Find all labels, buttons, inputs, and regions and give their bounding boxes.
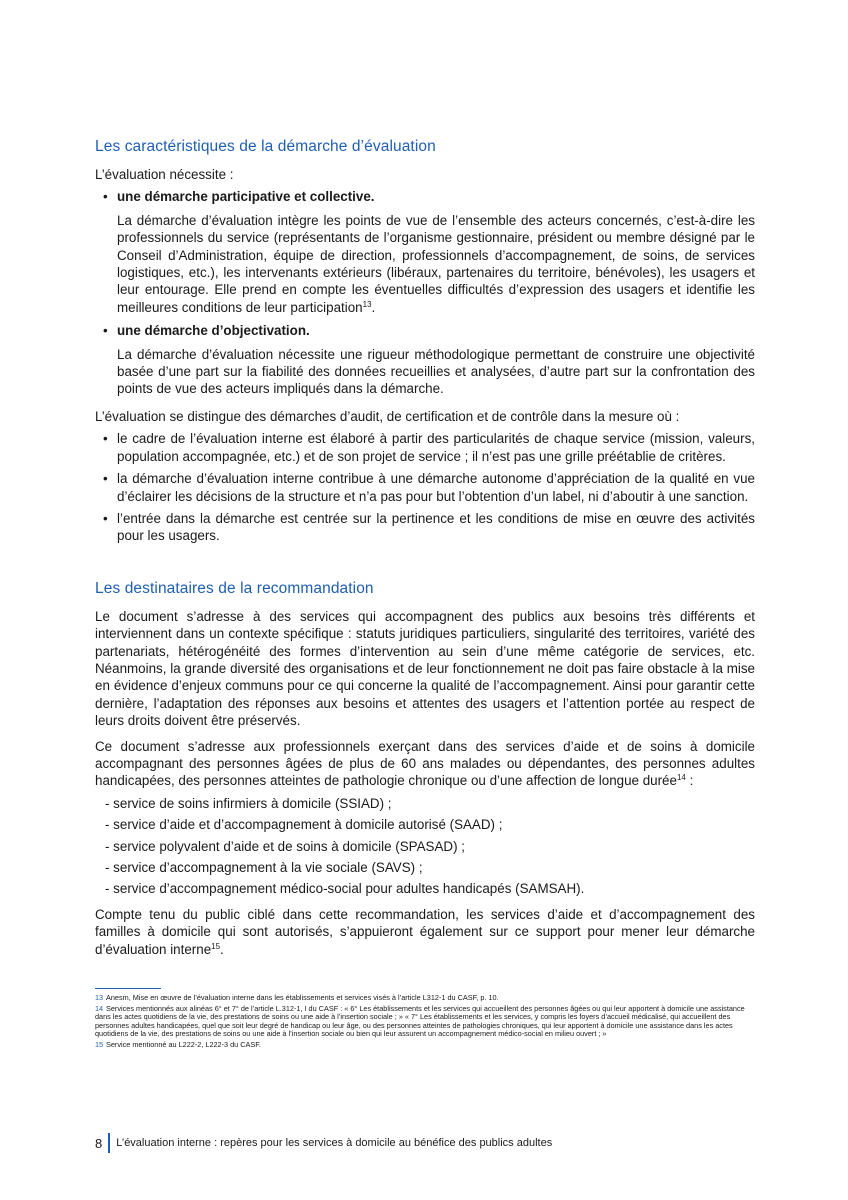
footnote-ref: 15 [211, 941, 221, 951]
footnote: 13 Anesm, Mise en œuvre de l’évaluation interne dans les établissements et services visés à l’article L312-1 du CASF, p. 10. [95, 993, 499, 1002]
footnote: 15 Service mentionné au L222-2, L222-3 du CASF. [95, 1039, 261, 1049]
list-item: - service d’aide et d’accompagnement à domicile autorisé (SAAD) ; [105, 817, 503, 833]
paragraph: Ce document s’adresse aux professionnels exerçant dans des services d’aide et de soins à domicile accompagnant des personnes âgées de plus de 60 ans malades ou dépendantes, des personnes adultes handicapées, des personnes atteintes de pathologie chronique ou d’une affection de longue durée$^{14}$ : [95, 738, 755, 789]
section-heading-recipients: Les destinataires de la recommandation [95, 579, 374, 597]
footnotes [95, 994, 755, 1052]
footnote-number: 13 [95, 993, 104, 1002]
distinction-intro: L’évaluation se distingue des démarches d’audit, de certification et de contrôle dans la mesure où : [95, 408, 680, 424]
characteristics-list [95, 188, 755, 397]
footnote-number: 15 [95, 1039, 104, 1049]
footer-divider [108, 1133, 110, 1153]
page-body [95, 138, 755, 958]
bullet-title: • une démarche d’objectivation. [117, 323, 310, 339]
intro-text: L’évaluation nécessite : [95, 167, 234, 182]
bullet-paragraph: La démarche d’évaluation nécessite une rigueur méthodologique permettant de construire une objectivité basée d’une part sur la fiabilité des données recueillies et analysées, d’autre part sur la confrontation des points de vue des acteurs impliqués dans la démarche. [117, 346, 755, 397]
list-item: • l’entrée dans la démarche est centrée sur la pertinence et les conditions de mise en œuvre des activités pour les usagers. [95, 510, 755, 545]
footnote-number: 14 [95, 1003, 104, 1013]
paragraph: Le document s’adresse à des services qui accompagnent des publics aux besoins très différents et interviennent dans un contexte spécifique : statuts juridiques particuliers, singularité des territoires, variété des partenariats, hétérogénéité des formes d’intervention au sein d’une même catégorie de services, etc. Néanmoins, la grande diversité des organisations et de leur fonctionnement ne doit pas faire obstacle à la mise en évidence d’enjeux communs pour ce qui concerne la qualité de l’accompagnement. Ainsi pour garantir cette dernière, l’adaptation des réponses aux besoins et attentes des usagers et l’attention portée au respect de leurs droits doivent être préservés. [95, 608, 755, 729]
list-item [95, 188, 755, 316]
footer-title: L’évaluation interne : repères pour les services à domicile au bénéfice des publics adultes [116, 1137, 553, 1149]
page-footer [95, 1133, 552, 1153]
footnote-separator [95, 988, 161, 989]
list-item: - service polyvalent d’aide et de soins à domicile (SPASAD) ; [105, 838, 465, 854]
services-list [95, 795, 755, 898]
footnote-ref: 14 [676, 773, 686, 783]
footnote: 14 Services mentionnés aux alinéas 6° et 7° de l’article L.312-1, I du CASF : « 6° Les établissements et les services qui accueillent des personnes âgées ou qui leur apportent à domicile une assistance dans les actes quotidiens de la vie, des prestations de soins ou une aide à l’insertion sociale ; » « 7° Les établissements et les services, y compris les foyers d’accueil médicalisé, qui accueillent des personnes adultes handicapées, quel que soit leur degré de handicap ou leur âge, ou des personnes atteintes de pathologies chroniques, qui leur apportent à domicile une assistance dans les actes quotidiens de la vie, des prestations de soins ou une aide à l’insertion sociale ou bien qui leur assurent un accompagnement médico-social en milieu ouvert ; » [95, 1003, 745, 1039]
list-item [95, 322, 755, 398]
list-item: • la démarche d’évaluation interne contribue à une démarche autonome d’appréciation de la qualité en vue d’éclairer les décisions de la structure et n’a pas pour but l’obtention d’un label, ni d’aboutir à une sanction. [95, 470, 755, 505]
list-item: - service d’accompagnement médico-social pour adultes handicapés (SAMSAH). [105, 881, 585, 897]
list-item: - service d’accompagnement à la vie sociale (SAVS) ; [105, 860, 423, 875]
list-item: - service de soins infirmiers à domicile (SSIAD) ; [105, 795, 392, 811]
section-heading-characteristics: Les caractéristiques de la démarche d’évaluation [95, 138, 436, 155]
distinction-list [95, 430, 755, 544]
page-number: 8 [95, 1135, 103, 1151]
paragraph: Compte tenu du public ciblé dans cette recommandation, les services d’aide et d’accompagnement des familles à domicile qui sont autorisés, s’appuieront également sur ce support pour mener leur démarche d’évaluation interne$^{15}$. [95, 906, 755, 957]
bullet-paragraph: La démarche d’évaluation intègre les points de vue de l’ensemble des acteurs concernés, c’est-à-dire les professionnels du service (représentants de l’organisme gestionnaire, président ou membre désigné par le Conseil d’Administration, équipe de direction, professionnels d’accompagnement, de soins, de services logistiques, etc.), les intervenants extérieurs (libéraux, partenaires du territoire, bénévoles), les usagers et leur entourage. Elle prend en compte les éventuelles difficultés d’expression des usagers et identifie les meilleures conditions de leur participation$^{13}$. [117, 212, 755, 315]
bullet-title: • une démarche participative et collective. [117, 189, 375, 205]
list-item: • le cadre de l’évaluation interne est élaboré à partir des particularités de chaque service (mission, valeurs, population accompagnée, etc.) et de son projet de service ; il n’est pas une grille préétablie de critères. [95, 430, 755, 465]
footnote-ref: 13 [362, 299, 372, 309]
